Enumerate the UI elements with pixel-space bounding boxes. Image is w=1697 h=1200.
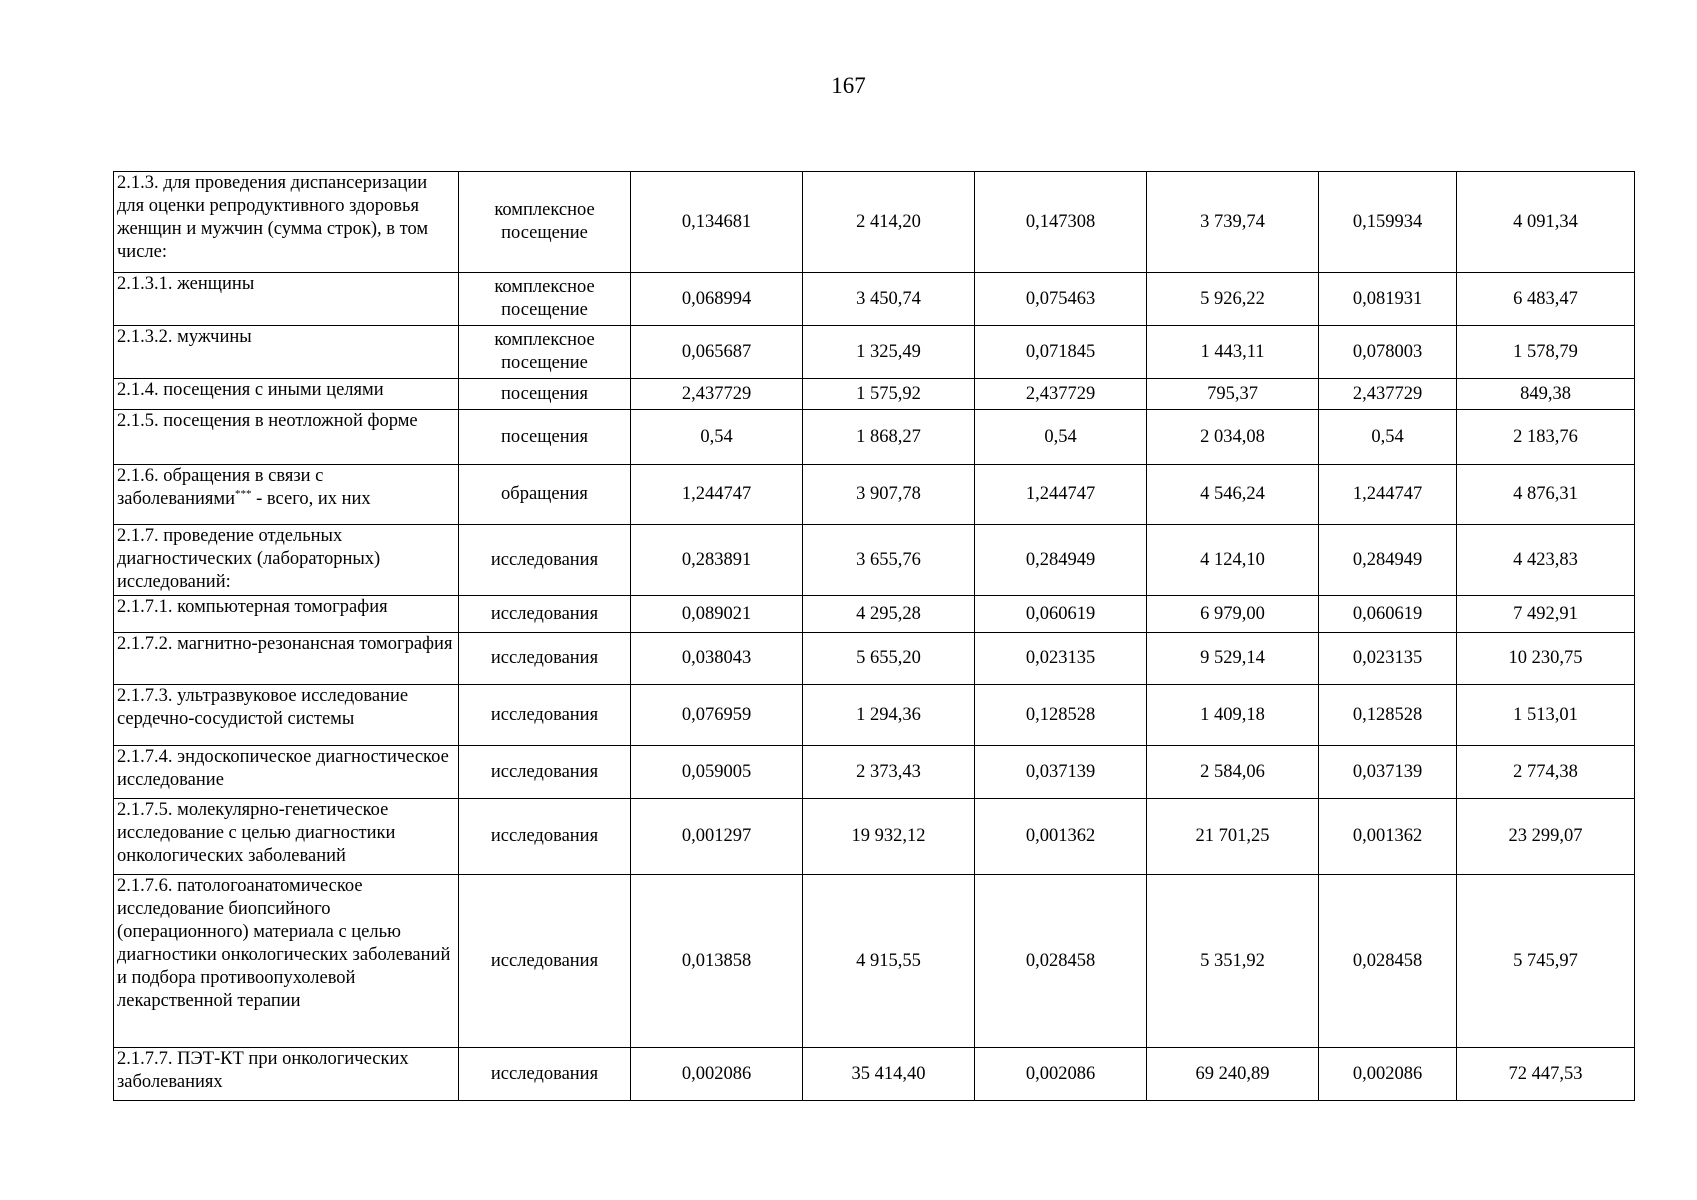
value-cell: 0,147308	[975, 172, 1147, 273]
value-cell: 1,244747	[1319, 465, 1457, 525]
value-cell: 5 926,22	[1147, 273, 1319, 326]
page-number: 167	[831, 73, 866, 98]
value-cell: 0,001362	[1319, 799, 1457, 875]
value-cell: 23 299,07	[1457, 799, 1635, 875]
table-row	[114, 465, 1635, 525]
value-cell: 2 584,06	[1147, 746, 1319, 799]
table-row	[114, 379, 1635, 410]
value-cell: 1 325,49	[803, 326, 975, 379]
value-cell: 0,134681	[631, 172, 803, 273]
value-cell: 0,002086	[631, 1048, 803, 1101]
value-cell: 0,068994	[631, 273, 803, 326]
value-cell: 0,128528	[975, 685, 1147, 746]
table-row	[114, 172, 1635, 273]
table-row	[114, 799, 1635, 875]
value-cell: 4 876,31	[1457, 465, 1635, 525]
value-cell: 4 124,10	[1147, 525, 1319, 596]
row-name: 2.1.7.4. эндоскопическое диагностическое исследование	[114, 746, 459, 799]
value-cell: 0,060619	[1319, 596, 1457, 633]
value-cell: 2 034,08	[1147, 410, 1319, 465]
value-cell: 4 546,24	[1147, 465, 1319, 525]
value-cell: 6 979,00	[1147, 596, 1319, 633]
value-cell: 0,159934	[1319, 172, 1457, 273]
row-unit: комплексное посещение	[459, 172, 631, 273]
value-cell: 4 091,34	[1457, 172, 1635, 273]
value-cell: 0,001297	[631, 799, 803, 875]
value-cell: 0,078003	[1319, 326, 1457, 379]
value-cell: 0,023135	[975, 633, 1147, 685]
value-cell: 0,283891	[631, 525, 803, 596]
value-cell: 3 655,76	[803, 525, 975, 596]
value-cell: 1 409,18	[1147, 685, 1319, 746]
row-unit: исследования	[459, 596, 631, 633]
value-cell: 1 868,27	[803, 410, 975, 465]
value-cell: 1 443,11	[1147, 326, 1319, 379]
value-cell: 0,075463	[975, 273, 1147, 326]
row-unit: исследования	[459, 633, 631, 685]
row-unit: обращения	[459, 465, 631, 525]
value-cell: 5 745,97	[1457, 875, 1635, 1048]
value-cell: 1,244747	[975, 465, 1147, 525]
value-cell: 0,089021	[631, 596, 803, 633]
value-cell: 9 529,14	[1147, 633, 1319, 685]
value-cell: 69 240,89	[1147, 1048, 1319, 1101]
value-cell: 0,028458	[1319, 875, 1457, 1048]
value-cell: 2 414,20	[803, 172, 975, 273]
value-cell: 2 774,38	[1457, 746, 1635, 799]
value-cell: 0,023135	[1319, 633, 1457, 685]
value-cell: 849,38	[1457, 379, 1635, 410]
row-name: 2.1.7.7. ПЭТ-КТ при онкологических заболеваниях	[114, 1048, 459, 1101]
value-cell: 795,37	[1147, 379, 1319, 410]
value-cell: 1 513,01	[1457, 685, 1635, 746]
value-cell: 21 701,25	[1147, 799, 1319, 875]
value-cell: 4 295,28	[803, 596, 975, 633]
row-name: 2.1.4. посещения с иными целями	[114, 379, 459, 410]
value-cell: 0,284949	[975, 525, 1147, 596]
value-cell: 5 655,20	[803, 633, 975, 685]
value-cell: 1,244747	[631, 465, 803, 525]
value-cell: 0,037139	[1319, 746, 1457, 799]
row-name: 2.1.7. проведение отдельных диагностических (лабораторных) исследований:	[114, 525, 459, 596]
table-row	[114, 273, 1635, 326]
value-cell: 1 575,92	[803, 379, 975, 410]
row-name: 2.1.5. посещения в неотложной форме	[114, 410, 459, 465]
value-cell: 0,076959	[631, 685, 803, 746]
table-row	[114, 410, 1635, 465]
value-cell: 2,437729	[1319, 379, 1457, 410]
value-cell: 0,54	[1319, 410, 1457, 465]
value-cell: 0,081931	[1319, 273, 1457, 326]
value-cell: 2,437729	[631, 379, 803, 410]
row-unit: исследования	[459, 875, 631, 1048]
row-unit: исследования	[459, 799, 631, 875]
row-unit: посещения	[459, 379, 631, 410]
value-cell: 0,065687	[631, 326, 803, 379]
row-name: 2.1.7.2. магнитно-резонансная томография	[114, 633, 459, 685]
table-row	[114, 326, 1635, 379]
value-cell: 6 483,47	[1457, 273, 1635, 326]
row-unit: комплексное посещение	[459, 273, 631, 326]
value-cell: 0,060619	[975, 596, 1147, 633]
value-cell: 35 414,40	[803, 1048, 975, 1101]
value-cell: 0,037139	[975, 746, 1147, 799]
table-row	[114, 875, 1635, 1048]
table-row	[114, 596, 1635, 633]
value-cell: 4 915,55	[803, 875, 975, 1048]
value-cell: 0,002086	[1319, 1048, 1457, 1101]
value-cell: 7 492,91	[1457, 596, 1635, 633]
value-cell: 0,284949	[1319, 525, 1457, 596]
value-cell: 0,001362	[975, 799, 1147, 875]
row-unit: исследования	[459, 685, 631, 746]
value-cell: 72 447,53	[1457, 1048, 1635, 1101]
value-cell: 1 294,36	[803, 685, 975, 746]
value-cell: 1 578,79	[1457, 326, 1635, 379]
value-cell: 0,038043	[631, 633, 803, 685]
row-unit: исследования	[459, 1048, 631, 1101]
value-cell: 0,54	[631, 410, 803, 465]
table-row	[114, 525, 1635, 596]
table-row	[114, 1048, 1635, 1101]
row-name-text: 2.1.6. обращения в связи с заболеваниями	[117, 466, 324, 509]
value-cell: 3 907,78	[803, 465, 975, 525]
value-cell: 0,059005	[631, 746, 803, 799]
row-unit: посещения	[459, 410, 631, 465]
row-name: 2.1.7.5. молекулярно-генетическое исследование с целью диагностики онкологических заболеваний	[114, 799, 459, 875]
value-cell: 3 450,74	[803, 273, 975, 326]
row-name	[114, 465, 459, 525]
data-table	[113, 171, 1635, 1101]
value-cell: 0,071845	[975, 326, 1147, 379]
table-row	[114, 633, 1635, 685]
row-unit: исследования	[459, 746, 631, 799]
value-cell: 2 183,76	[1457, 410, 1635, 465]
footnote-marker: ***	[235, 487, 252, 500]
value-cell: 0,54	[975, 410, 1147, 465]
value-cell: 4 423,83	[1457, 525, 1635, 596]
table-row	[114, 685, 1635, 746]
value-cell: 19 932,12	[803, 799, 975, 875]
value-cell: 5 351,92	[1147, 875, 1319, 1048]
row-name-suffix: - всего, их них	[251, 489, 371, 509]
row-name: 2.1.3. для проведения диспансеризации для оценки репродуктивного здоровья женщин и мужчин (сумма строк), в том числе:	[114, 172, 459, 273]
value-cell: 2,437729	[975, 379, 1147, 410]
value-cell: 0,028458	[975, 875, 1147, 1048]
value-cell: 0,128528	[1319, 685, 1457, 746]
row-name: 2.1.7.6. патологоанатомическое исследование биопсийного (операционного) материала с целью диагностики онкологических заболеваний и подбора противоопухолевой лекарственной терапии	[114, 875, 459, 1048]
row-unit: комплексное посещение	[459, 326, 631, 379]
value-cell: 0,013858	[631, 875, 803, 1048]
row-unit: исследования	[459, 525, 631, 596]
table-row	[114, 746, 1635, 799]
row-name: 2.1.3.2. мужчины	[114, 326, 459, 379]
row-name: 2.1.7.1. компьютерная томография	[114, 596, 459, 633]
value-cell: 0,002086	[975, 1048, 1147, 1101]
value-cell: 2 373,43	[803, 746, 975, 799]
value-cell: 3 739,74	[1147, 172, 1319, 273]
row-name: 2.1.3.1. женщины	[114, 273, 459, 326]
row-name: 2.1.7.3. ультразвуковое исследование сердечно-сосудистой системы	[114, 685, 459, 746]
value-cell: 10 230,75	[1457, 633, 1635, 685]
